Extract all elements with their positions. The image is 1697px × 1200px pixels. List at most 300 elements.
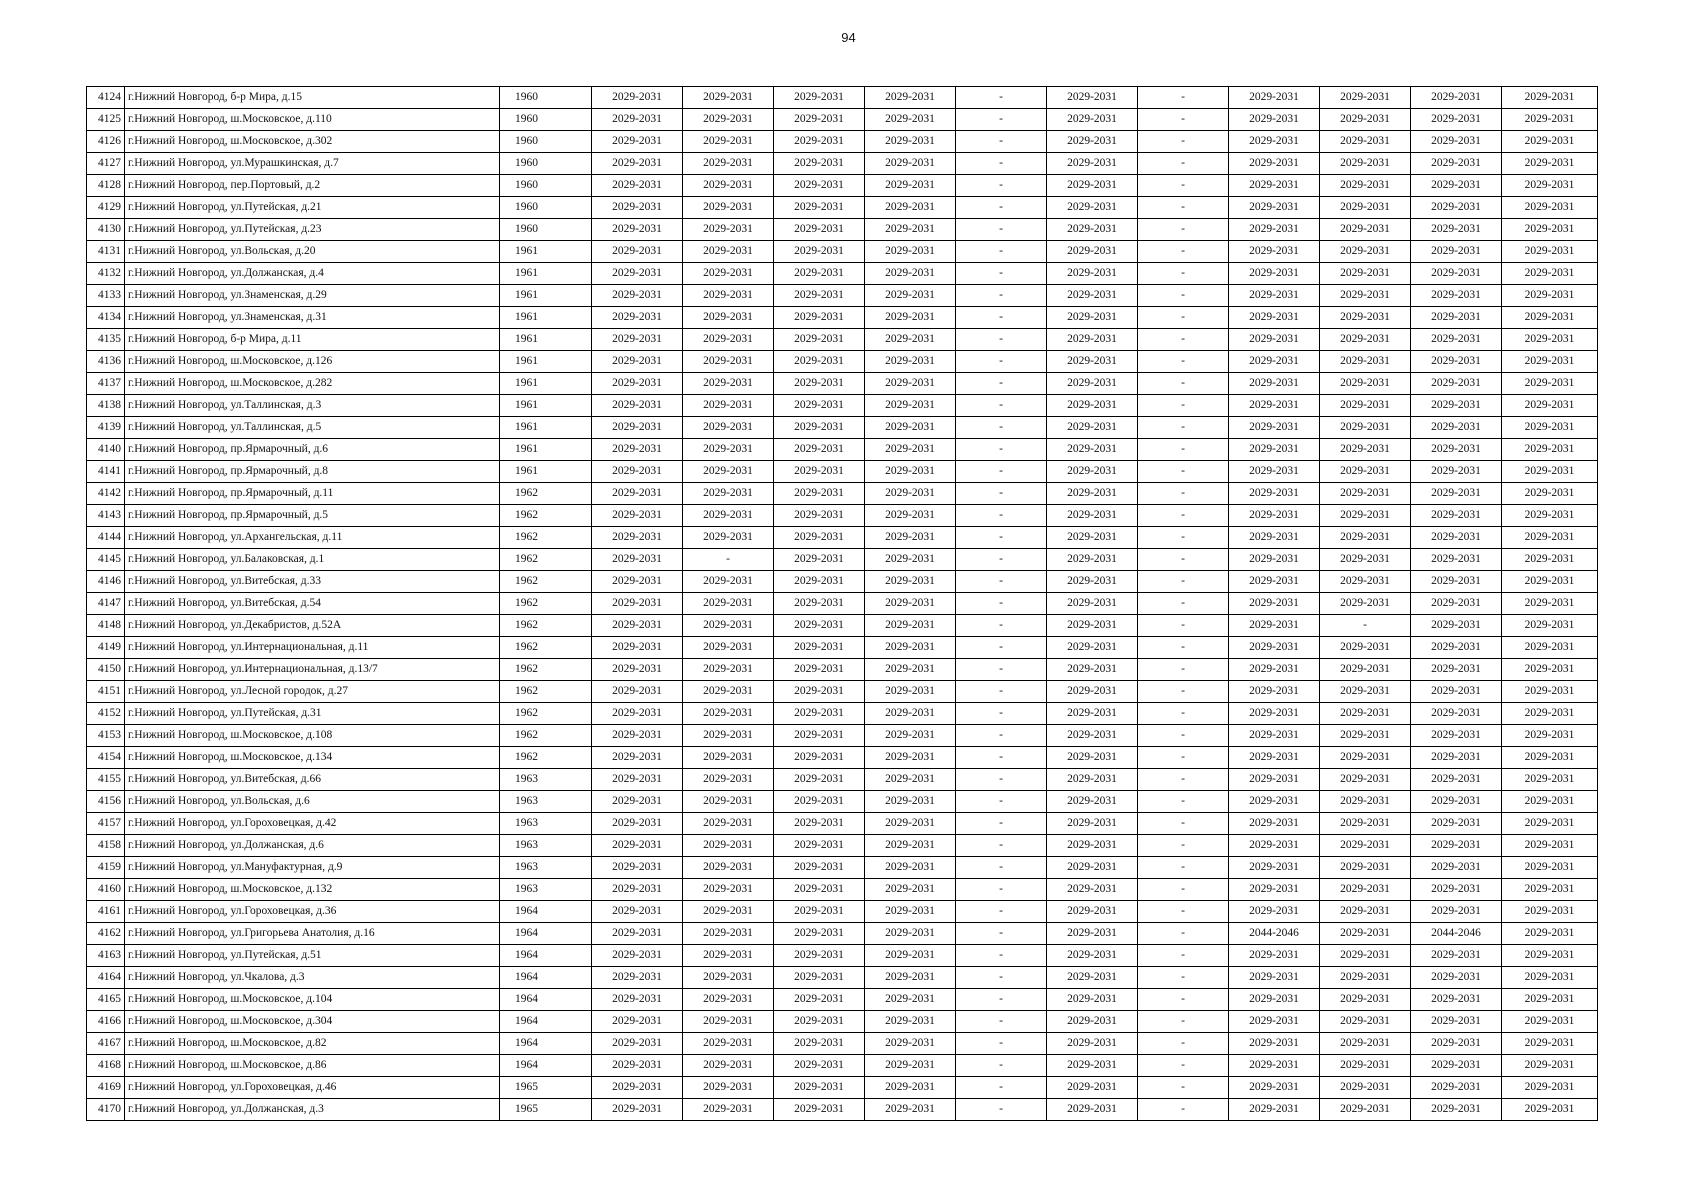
period-cell: 2029-2031 — [683, 439, 774, 461]
table-row — [87, 571, 1598, 593]
table-row — [87, 285, 1598, 307]
period-cell: 2029-2031 — [592, 1077, 683, 1099]
address-cell: г.Нижний Новгород, ул.Гороховецкая, д.46 — [125, 1077, 500, 1099]
period-cell: 2029-2031 — [592, 285, 683, 307]
period-cell: 2029-2031 — [774, 483, 865, 505]
year-built-cell: 1962 — [500, 725, 592, 747]
period-cell: 2029-2031 — [1047, 197, 1138, 219]
row-number-cell: 4124 — [87, 87, 125, 109]
table-row — [87, 417, 1598, 439]
period-cell: 2029-2031 — [865, 439, 956, 461]
period-cell: 2029-2031 — [1411, 219, 1502, 241]
period-cell: - — [1138, 967, 1229, 989]
row-number-cell: 4125 — [87, 109, 125, 131]
row-number-cell: 4136 — [87, 351, 125, 373]
period-cell: 2029-2031 — [1047, 131, 1138, 153]
period-cell: 2029-2031 — [1502, 417, 1598, 439]
period-cell: 2029-2031 — [1320, 505, 1411, 527]
period-cell: 2029-2031 — [592, 505, 683, 527]
address-cell: г.Нижний Новгород, ш.Московское, д.302 — [125, 131, 500, 153]
period-cell: 2029-2031 — [1229, 1077, 1320, 1099]
year-built-cell: 1961 — [500, 395, 592, 417]
address-cell: г.Нижний Новгород, ш.Московское, д.282 — [125, 373, 500, 395]
row-number-cell: 4137 — [87, 373, 125, 395]
period-cell: 2029-2031 — [592, 945, 683, 967]
table-row — [87, 241, 1598, 263]
period-cell: 2029-2031 — [592, 131, 683, 153]
period-cell: - — [1138, 813, 1229, 835]
period-cell: - — [956, 153, 1047, 175]
period-cell: 2029-2031 — [1411, 615, 1502, 637]
period-cell: - — [956, 1077, 1047, 1099]
period-cell: 2029-2031 — [592, 747, 683, 769]
table-row — [87, 967, 1598, 989]
period-cell: 2029-2031 — [1502, 307, 1598, 329]
period-cell: 2029-2031 — [1411, 329, 1502, 351]
period-cell: 2029-2031 — [865, 725, 956, 747]
period-cell: 2029-2031 — [683, 857, 774, 879]
period-cell: - — [956, 329, 1047, 351]
period-cell: 2029-2031 — [1320, 461, 1411, 483]
period-cell: 2029-2031 — [1229, 505, 1320, 527]
period-cell: 2029-2031 — [1502, 857, 1598, 879]
period-cell: 2029-2031 — [1229, 131, 1320, 153]
period-cell: 2029-2031 — [683, 1055, 774, 1077]
address-cell: г.Нижний Новгород, ул.Путейская, д.23 — [125, 219, 500, 241]
period-cell: 2029-2031 — [1047, 791, 1138, 813]
period-cell: - — [1138, 725, 1229, 747]
period-cell: - — [956, 967, 1047, 989]
table-row — [87, 109, 1598, 131]
period-cell: - — [1138, 879, 1229, 901]
year-built-cell: 1961 — [500, 373, 592, 395]
period-cell: 2029-2031 — [1229, 769, 1320, 791]
period-cell: 2029-2031 — [592, 791, 683, 813]
period-cell: 2029-2031 — [774, 219, 865, 241]
period-cell: 2029-2031 — [865, 175, 956, 197]
period-cell: 2029-2031 — [1320, 945, 1411, 967]
period-cell: 2029-2031 — [1502, 439, 1598, 461]
year-built-cell: 1964 — [500, 1033, 592, 1055]
row-number-cell: 4146 — [87, 571, 125, 593]
period-cell: 2029-2031 — [774, 307, 865, 329]
row-number-cell: 4161 — [87, 901, 125, 923]
row-number-cell: 4165 — [87, 989, 125, 1011]
year-built-cell: 1962 — [500, 571, 592, 593]
period-cell: - — [956, 857, 1047, 879]
period-cell: 2029-2031 — [774, 769, 865, 791]
period-cell: 2029-2031 — [592, 681, 683, 703]
period-cell: 2029-2031 — [1229, 615, 1320, 637]
period-cell: - — [956, 241, 1047, 263]
period-cell: 2029-2031 — [1229, 637, 1320, 659]
address-cell: г.Нижний Новгород, ул.Архангельская, д.11 — [125, 527, 500, 549]
period-cell: 2029-2031 — [1320, 483, 1411, 505]
period-cell: 2029-2031 — [1502, 175, 1598, 197]
period-cell: 2029-2031 — [683, 747, 774, 769]
period-cell: - — [956, 659, 1047, 681]
period-cell: 2029-2031 — [1320, 417, 1411, 439]
period-cell: 2029-2031 — [1320, 989, 1411, 1011]
period-cell: 2029-2031 — [1320, 439, 1411, 461]
period-cell: - — [1138, 329, 1229, 351]
period-cell: 2029-2031 — [683, 197, 774, 219]
period-cell: 2029-2031 — [592, 219, 683, 241]
period-cell: 2029-2031 — [1502, 1077, 1598, 1099]
period-cell: 2029-2031 — [1047, 109, 1138, 131]
address-cell: г.Нижний Новгород, ул.Декабристов, д.52А — [125, 615, 500, 637]
period-cell: 2029-2031 — [1229, 329, 1320, 351]
period-cell: 2029-2031 — [592, 549, 683, 571]
period-cell: 2029-2031 — [1047, 263, 1138, 285]
period-cell: 2029-2031 — [865, 307, 956, 329]
period-cell: 2029-2031 — [1502, 461, 1598, 483]
period-cell: 2029-2031 — [1320, 923, 1411, 945]
table-row — [87, 1011, 1598, 1033]
period-cell: 2029-2031 — [774, 329, 865, 351]
row-number-cell: 4143 — [87, 505, 125, 527]
year-built-cell: 1961 — [500, 263, 592, 285]
period-cell: 2029-2031 — [1502, 923, 1598, 945]
row-number-cell: 4152 — [87, 703, 125, 725]
period-cell: 2029-2031 — [865, 461, 956, 483]
period-cell: - — [1138, 241, 1229, 263]
period-cell: 2029-2031 — [1411, 373, 1502, 395]
period-cell: - — [1138, 593, 1229, 615]
period-cell: 2029-2031 — [1229, 791, 1320, 813]
table-row — [87, 989, 1598, 1011]
year-built-cell: 1962 — [500, 681, 592, 703]
period-cell: 2029-2031 — [774, 681, 865, 703]
row-number-cell: 4164 — [87, 967, 125, 989]
period-cell: 2029-2031 — [1320, 659, 1411, 681]
period-cell: 2029-2031 — [865, 945, 956, 967]
address-cell: г.Нижний Новгород, ул.Витебская, д.66 — [125, 769, 500, 791]
period-cell: 2029-2031 — [774, 351, 865, 373]
period-cell: 2029-2031 — [1320, 527, 1411, 549]
period-cell: 2029-2031 — [1411, 153, 1502, 175]
period-cell: 2029-2031 — [1502, 351, 1598, 373]
period-cell: - — [956, 593, 1047, 615]
period-cell: 2029-2031 — [1320, 703, 1411, 725]
period-cell: 2029-2031 — [865, 131, 956, 153]
period-cell: 2029-2031 — [1411, 1077, 1502, 1099]
period-cell: 2029-2031 — [865, 87, 956, 109]
period-cell: 2044-2046 — [1411, 923, 1502, 945]
period-cell: 2029-2031 — [865, 989, 956, 1011]
period-cell: 2029-2031 — [592, 527, 683, 549]
table-row — [87, 549, 1598, 571]
period-cell: 2029-2031 — [592, 87, 683, 109]
period-cell: 2029-2031 — [1502, 835, 1598, 857]
period-cell: 2029-2031 — [1411, 417, 1502, 439]
period-cell: 2029-2031 — [1502, 901, 1598, 923]
period-cell: 2029-2031 — [1047, 813, 1138, 835]
period-cell: 2029-2031 — [1229, 549, 1320, 571]
period-cell: - — [956, 637, 1047, 659]
period-cell: 2029-2031 — [1411, 395, 1502, 417]
period-cell: 2029-2031 — [1229, 879, 1320, 901]
table-body — [87, 87, 1598, 1121]
period-cell: 2029-2031 — [865, 351, 956, 373]
table-row — [87, 263, 1598, 285]
table-row — [87, 923, 1598, 945]
period-cell: 2029-2031 — [1411, 461, 1502, 483]
period-cell: 2029-2031 — [774, 417, 865, 439]
period-cell: 2029-2031 — [592, 703, 683, 725]
period-cell: 2029-2031 — [592, 835, 683, 857]
address-cell: г.Нижний Новгород, ул.Гороховецкая, д.42 — [125, 813, 500, 835]
period-cell: - — [956, 791, 1047, 813]
period-cell: - — [1138, 945, 1229, 967]
address-cell: г.Нижний Новгород, ш.Московское, д.82 — [125, 1033, 500, 1055]
address-cell: г.Нижний Новгород, ул.Мануфактурная, д.9 — [125, 857, 500, 879]
row-number-cell: 4159 — [87, 857, 125, 879]
period-cell: 2029-2031 — [1047, 241, 1138, 263]
period-cell: 2029-2031 — [683, 175, 774, 197]
period-cell: - — [1138, 307, 1229, 329]
period-cell: 2029-2031 — [1502, 989, 1598, 1011]
period-cell: 2029-2031 — [774, 197, 865, 219]
period-cell: 2029-2031 — [774, 879, 865, 901]
period-cell: - — [1138, 439, 1229, 461]
period-cell: 2029-2031 — [1502, 395, 1598, 417]
period-cell: 2029-2031 — [1047, 1077, 1138, 1099]
period-cell: 2029-2031 — [1320, 241, 1411, 263]
period-cell: 2029-2031 — [683, 461, 774, 483]
period-cell: 2029-2031 — [1411, 637, 1502, 659]
period-cell: 2029-2031 — [1047, 571, 1138, 593]
period-cell: 2029-2031 — [1320, 109, 1411, 131]
period-cell: 2029-2031 — [774, 461, 865, 483]
period-cell: - — [1138, 659, 1229, 681]
address-cell: г.Нижний Новгород, ул.Таллинская, д.5 — [125, 417, 500, 439]
period-cell: 2029-2031 — [865, 197, 956, 219]
table-row — [87, 659, 1598, 681]
period-cell: 2029-2031 — [774, 945, 865, 967]
period-cell: 2029-2031 — [683, 725, 774, 747]
year-built-cell: 1964 — [500, 989, 592, 1011]
year-built-cell: 1963 — [500, 835, 592, 857]
period-cell: 2029-2031 — [1047, 417, 1138, 439]
address-cell: г.Нижний Новгород, ул.Путейская, д.51 — [125, 945, 500, 967]
year-built-cell: 1960 — [500, 109, 592, 131]
period-cell: 2029-2031 — [683, 571, 774, 593]
period-cell: 2029-2031 — [683, 241, 774, 263]
period-cell: 2029-2031 — [1320, 857, 1411, 879]
row-number-cell: 4158 — [87, 835, 125, 857]
period-cell: - — [956, 725, 1047, 747]
period-cell: 2029-2031 — [1502, 593, 1598, 615]
address-cell: г.Нижний Новгород, ул.Интернациональная, д.13/7 — [125, 659, 500, 681]
table-row — [87, 329, 1598, 351]
period-cell: 2029-2031 — [1229, 725, 1320, 747]
period-cell: 2029-2031 — [1411, 197, 1502, 219]
row-number-cell: 4156 — [87, 791, 125, 813]
year-built-cell: 1961 — [500, 417, 592, 439]
year-built-cell: 1962 — [500, 483, 592, 505]
period-cell: 2029-2031 — [683, 945, 774, 967]
period-cell: 2029-2031 — [774, 967, 865, 989]
period-cell: 2029-2031 — [1502, 241, 1598, 263]
address-cell: г.Нижний Новгород, ул.Лесной городок, д.27 — [125, 681, 500, 703]
period-cell: 2029-2031 — [865, 681, 956, 703]
period-cell: 2029-2031 — [1411, 769, 1502, 791]
period-cell: 2029-2031 — [865, 923, 956, 945]
period-cell: 2029-2031 — [865, 153, 956, 175]
row-number-cell: 4142 — [87, 483, 125, 505]
period-cell: 2029-2031 — [1320, 1011, 1411, 1033]
period-cell: 2029-2031 — [1411, 681, 1502, 703]
period-cell: 2029-2031 — [1229, 307, 1320, 329]
period-cell: 2029-2031 — [1047, 615, 1138, 637]
year-built-cell: 1962 — [500, 505, 592, 527]
period-cell: 2029-2031 — [592, 901, 683, 923]
period-cell: 2029-2031 — [865, 967, 956, 989]
period-cell: 2029-2031 — [1320, 967, 1411, 989]
period-cell: 2029-2031 — [1411, 945, 1502, 967]
period-cell: 2029-2031 — [683, 681, 774, 703]
period-cell: 2029-2031 — [774, 615, 865, 637]
period-cell: 2029-2031 — [1229, 1011, 1320, 1033]
period-cell: 2029-2031 — [1047, 439, 1138, 461]
period-cell: 2029-2031 — [865, 285, 956, 307]
table-row — [87, 87, 1598, 109]
period-cell: 2029-2031 — [1411, 747, 1502, 769]
period-cell: - — [956, 351, 1047, 373]
table-row — [87, 1099, 1598, 1121]
period-cell: - — [956, 681, 1047, 703]
period-cell: 2029-2031 — [1047, 175, 1138, 197]
period-cell: - — [1138, 395, 1229, 417]
period-cell: - — [956, 1011, 1047, 1033]
period-cell: 2029-2031 — [1502, 373, 1598, 395]
address-cell: г.Нижний Новгород, пр.Ярмарочный, д.11 — [125, 483, 500, 505]
period-cell: 2029-2031 — [592, 989, 683, 1011]
address-cell: г.Нижний Новгород, ул.Балаковская, д.1 — [125, 549, 500, 571]
year-built-cell: 1960 — [500, 197, 592, 219]
period-cell: 2029-2031 — [1047, 1033, 1138, 1055]
address-cell: г.Нижний Новгород, ул.Чкалова, д.3 — [125, 967, 500, 989]
period-cell: - — [1138, 1033, 1229, 1055]
period-cell: 2029-2031 — [865, 1077, 956, 1099]
period-cell: 2029-2031 — [1047, 1011, 1138, 1033]
period-cell: 2029-2031 — [774, 857, 865, 879]
period-cell: 2029-2031 — [1229, 1055, 1320, 1077]
period-cell: 2029-2031 — [1229, 989, 1320, 1011]
period-cell: 2029-2031 — [865, 879, 956, 901]
period-cell: 2029-2031 — [1502, 505, 1598, 527]
period-cell: 2029-2031 — [592, 153, 683, 175]
period-cell: 2029-2031 — [683, 1099, 774, 1121]
row-number-cell: 4169 — [87, 1077, 125, 1099]
period-cell: 2029-2031 — [1229, 351, 1320, 373]
period-cell: 2029-2031 — [774, 153, 865, 175]
period-cell: 2029-2031 — [1229, 703, 1320, 725]
row-number-cell: 4163 — [87, 945, 125, 967]
period-cell: 2029-2031 — [774, 285, 865, 307]
period-cell: 2029-2031 — [683, 1033, 774, 1055]
period-cell: 2029-2031 — [1320, 87, 1411, 109]
table-row — [87, 857, 1598, 879]
table-row — [87, 769, 1598, 791]
year-built-cell: 1962 — [500, 593, 592, 615]
period-cell: - — [1138, 153, 1229, 175]
period-cell: 2029-2031 — [1320, 1077, 1411, 1099]
year-built-cell: 1961 — [500, 285, 592, 307]
period-cell: 2029-2031 — [683, 813, 774, 835]
row-number-cell: 4170 — [87, 1099, 125, 1121]
period-cell: 2029-2031 — [1229, 109, 1320, 131]
period-cell: 2029-2031 — [1229, 263, 1320, 285]
period-cell: 2029-2031 — [683, 835, 774, 857]
table-row — [87, 725, 1598, 747]
period-cell: 2029-2031 — [1229, 945, 1320, 967]
period-cell: 2029-2031 — [865, 1055, 956, 1077]
period-cell: - — [956, 703, 1047, 725]
year-built-cell: 1962 — [500, 549, 592, 571]
period-cell: 2029-2031 — [1229, 835, 1320, 857]
period-cell: 2029-2031 — [1047, 989, 1138, 1011]
period-cell: 2029-2031 — [774, 505, 865, 527]
period-cell: 2029-2031 — [1320, 197, 1411, 219]
period-cell: 2029-2031 — [1320, 395, 1411, 417]
address-cell: г.Нижний Новгород, ул.Должанская, д.4 — [125, 263, 500, 285]
period-cell: - — [956, 175, 1047, 197]
period-cell: 2029-2031 — [683, 307, 774, 329]
table-row — [87, 1033, 1598, 1055]
period-cell: 2029-2031 — [592, 615, 683, 637]
table-row — [87, 527, 1598, 549]
period-cell: 2029-2031 — [1229, 417, 1320, 439]
address-cell: г.Нижний Новгород, пр.Ярмарочный, д.8 — [125, 461, 500, 483]
period-cell: 2029-2031 — [1411, 725, 1502, 747]
period-cell: 2029-2031 — [1411, 263, 1502, 285]
period-cell: - — [956, 835, 1047, 857]
address-cell: г.Нижний Новгород, ш.Московское, д.304 — [125, 1011, 500, 1033]
period-cell: 2029-2031 — [865, 615, 956, 637]
period-cell: 2029-2031 — [1502, 285, 1598, 307]
period-cell: - — [1138, 791, 1229, 813]
period-cell: - — [1138, 417, 1229, 439]
period-cell: 2029-2031 — [865, 637, 956, 659]
period-cell: 2029-2031 — [1502, 153, 1598, 175]
period-cell: 2029-2031 — [774, 549, 865, 571]
row-number-cell: 4154 — [87, 747, 125, 769]
row-number-cell: 4160 — [87, 879, 125, 901]
period-cell: 2029-2031 — [1047, 703, 1138, 725]
period-cell: 2029-2031 — [592, 461, 683, 483]
period-cell: - — [956, 131, 1047, 153]
table-row — [87, 197, 1598, 219]
period-cell: 2029-2031 — [865, 109, 956, 131]
period-cell: 2029-2031 — [683, 791, 774, 813]
period-cell: 2029-2031 — [865, 549, 956, 571]
period-cell: 2029-2031 — [1502, 879, 1598, 901]
year-built-cell: 1960 — [500, 175, 592, 197]
period-cell: - — [1138, 835, 1229, 857]
address-cell: г.Нижний Новгород, ул.Таллинская, д.3 — [125, 395, 500, 417]
period-cell: 2029-2031 — [1411, 131, 1502, 153]
table-row — [87, 483, 1598, 505]
period-cell: 2029-2031 — [1411, 989, 1502, 1011]
period-cell: 2029-2031 — [1229, 395, 1320, 417]
period-cell: 2029-2031 — [1047, 505, 1138, 527]
period-cell: 2029-2031 — [1411, 307, 1502, 329]
period-cell: 2029-2031 — [1047, 945, 1138, 967]
address-cell: г.Нижний Новгород, ул.Интернациональная, д.11 — [125, 637, 500, 659]
period-cell: 2029-2031 — [592, 263, 683, 285]
